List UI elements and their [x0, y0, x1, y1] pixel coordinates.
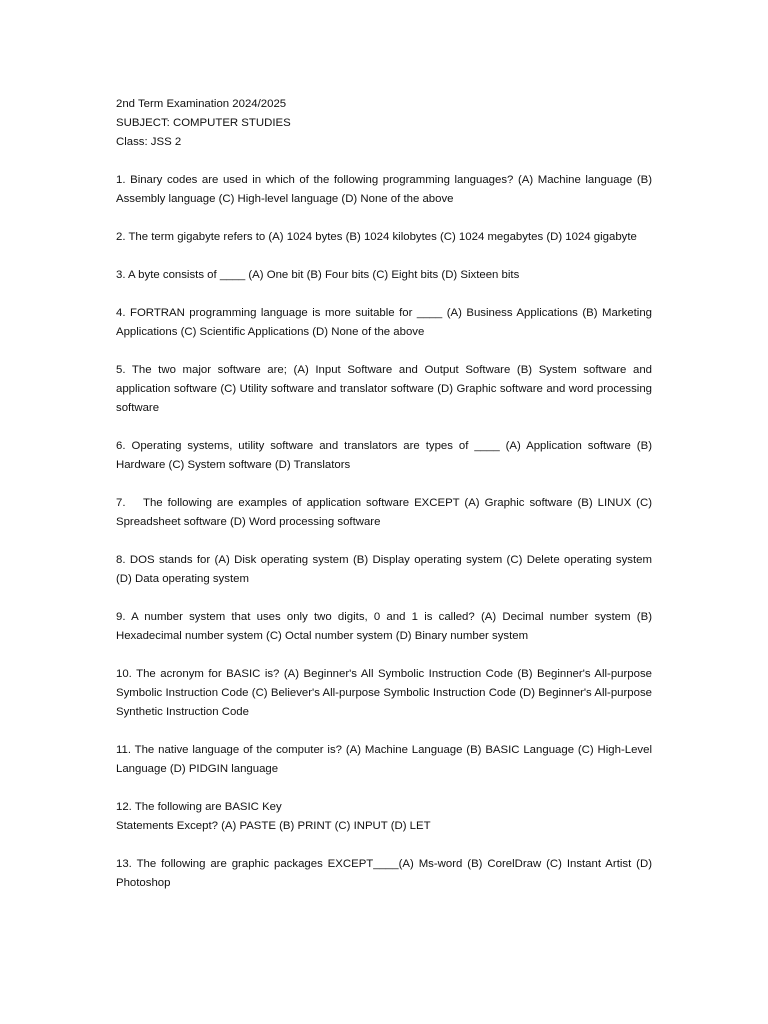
question-number: 5. — [116, 364, 126, 376]
question-7 — [116, 494, 652, 532]
question-text: The following are graphic packages EXCEPT____(A) Ms-word (B) CorelDraw (C) Instant Artist (D) Photoshop — [116, 858, 652, 889]
question-number: 12. — [116, 801, 132, 813]
question-text: The two major software are; (A) Input Software and Output Software (B) System software and application software (C) Utility software and translator software (D) Graphic software and word processing software — [116, 364, 652, 414]
question-text: The native language of the computer is? (A) Machine Language (B) BASIC Language (C) High-Level Language (D) PIDGIN language — [116, 744, 652, 775]
document-content — [116, 95, 652, 912]
question-10 — [116, 665, 652, 722]
question-number: 3. — [116, 269, 126, 281]
question-number: 8. — [116, 554, 126, 566]
question-number: 4. — [116, 307, 126, 319]
question-number: 11. — [116, 744, 131, 756]
question-number: 9. — [116, 611, 126, 623]
exam-title: 2nd Term Examination 2024/2025 — [116, 98, 287, 110]
question-5 — [116, 361, 652, 418]
question-6 — [116, 437, 652, 475]
question-11 — [116, 741, 652, 779]
question-text: A number system that uses only two digits, 0 and 1 is called? (A) Decimal number system (B) Hexadecimal number system (C) Octal number system (D) Binary number system — [116, 611, 652, 642]
question-text-continued: Statements Except? (A) PASTE (B) PRINT (C) INPUT (D) LET — [116, 820, 431, 832]
question-number: 7. — [116, 497, 126, 509]
question-number: 13. — [116, 858, 132, 870]
question-2 — [116, 228, 652, 247]
question-9 — [116, 608, 652, 646]
question-text: Operating systems, utility software and translators are types of ____ (A) Application software (B) Hardware (C) System software (D) Translators — [116, 440, 652, 471]
question-text: Binary codes are used in which of the following programming languages? (A) Machine language (B) Assembly language (C) High-level language (D) None of the above — [116, 174, 652, 205]
exam-header — [116, 95, 652, 152]
question-text: The acronym for BASIC is? (A) Beginner's All Symbolic Instruction Code (B) Beginner's All-purpose Symbolic Instruction Code (C) Believer's All-purpose Symbolic Instruction Code (D) Beginner's All-purpose Synthetic Instruction Code — [116, 668, 652, 718]
question-text: The term gigabyte refers to (A) 1024 bytes (B) 1024 kilobytes (C) 1024 megabytes (D) 1024 gigabyte — [128, 231, 637, 243]
question-number: 10. — [116, 668, 132, 680]
exam-class: Class: JSS 2 — [116, 136, 182, 148]
question-text: DOS stands for (A) Disk operating system (B) Display operating system (C) Delete operating system (D) Data operating system — [116, 554, 652, 585]
question-12 — [116, 798, 652, 836]
question-number: 1. — [116, 174, 126, 186]
question-1 — [116, 171, 652, 209]
question-8 — [116, 551, 652, 589]
question-text: A byte consists of ____ (A) One bit (B) Four bits (C) Eight bits (D) Sixteen bits — [128, 269, 520, 281]
question-13 — [116, 855, 652, 893]
question-text: FORTRAN programming language is more suitable for ____ (A) Business Applications (B) Marketing Applications (C) Scientific Applications (D) None of the above — [116, 307, 652, 338]
question-number: 2. — [116, 231, 126, 243]
question-number: 6. — [116, 440, 126, 452]
question-4 — [116, 304, 652, 342]
exam-subject: SUBJECT: COMPUTER STUDIES — [116, 117, 291, 129]
question-text: The following are BASIC Key — [134, 801, 282, 813]
question-text: The following are examples of application software EXCEPT (A) Graphic software (B) LINUX (C) Spreadsheet software (D) Word processing software — [116, 497, 652, 528]
question-3 — [116, 266, 652, 285]
